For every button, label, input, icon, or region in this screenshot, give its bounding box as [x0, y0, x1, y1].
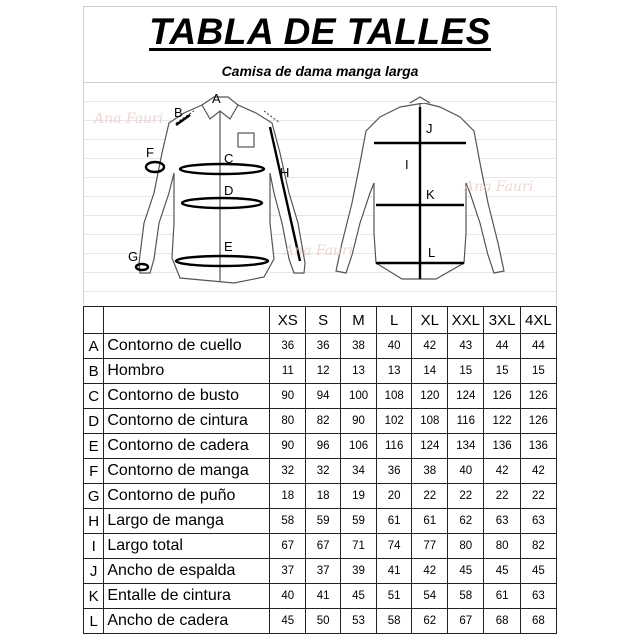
measure-value: 63 — [484, 509, 520, 534]
measure-value: 42 — [412, 334, 448, 359]
measure-value: 67 — [270, 534, 306, 559]
measure-value: 37 — [270, 559, 306, 584]
measure-value: 62 — [412, 609, 448, 634]
shirt-diagram — [84, 83, 558, 305]
measure-value: 37 — [306, 559, 341, 584]
measure-letter: C — [84, 384, 104, 409]
measure-value: 39 — [341, 559, 377, 584]
measure-value: 82 — [306, 409, 341, 434]
measure-label: Contorno de cadera — [104, 434, 270, 459]
measure-value: 42 — [412, 559, 448, 584]
label-f: F — [146, 145, 154, 160]
measure-value: 22 — [448, 484, 484, 509]
measure-label: Contorno de busto — [104, 384, 270, 409]
measure-value: 61 — [376, 509, 412, 534]
measure-value: 106 — [341, 434, 377, 459]
measure-value: 14 — [412, 359, 448, 384]
measure-value: 120 — [412, 384, 448, 409]
measure-value: 36 — [376, 459, 412, 484]
measure-value: 44 — [484, 334, 520, 359]
measure-value: 43 — [448, 334, 484, 359]
measure-value: 100 — [341, 384, 377, 409]
table-row — [84, 584, 557, 609]
measure-value: 38 — [341, 334, 377, 359]
measure-label: Ancho de espalda — [104, 559, 270, 584]
measure-letter: K — [84, 584, 104, 609]
measure-value: 68 — [484, 609, 520, 634]
measure-letter: J — [84, 559, 104, 584]
measure-letter: F — [84, 459, 104, 484]
size-header-row — [84, 307, 557, 334]
size-table-body — [84, 334, 557, 634]
measure-label: Entalle de cintura — [104, 584, 270, 609]
watermark-text-3: Ana Fauri — [284, 243, 354, 259]
measure-value: 15 — [448, 359, 484, 384]
table-row — [84, 509, 557, 534]
measure-value: 116 — [448, 409, 484, 434]
measure-value: 50 — [306, 609, 341, 634]
size-header: XS — [270, 307, 306, 334]
measure-value: 22 — [520, 484, 556, 509]
label-a: A — [212, 91, 221, 106]
watermark-text-2: Ana Fauri — [464, 179, 534, 195]
size-header: XXL — [448, 307, 484, 334]
measure-value: 45 — [484, 559, 520, 584]
measure-value: 36 — [306, 334, 341, 359]
measure-letter: G — [84, 484, 104, 509]
measure-value: 58 — [448, 584, 484, 609]
measure-value: 53 — [341, 609, 377, 634]
page-subtitle: Camisa de dama manga larga — [221, 63, 419, 79]
measure-value: 122 — [484, 409, 520, 434]
measure-value: 62 — [448, 509, 484, 534]
label-g: G — [128, 249, 139, 264]
label-l: L — [428, 245, 436, 260]
measure-value: 42 — [484, 459, 520, 484]
measure-value: 96 — [306, 434, 341, 459]
measure-value: 41 — [376, 559, 412, 584]
corner-label-cell — [104, 307, 270, 334]
measure-letter: I — [84, 534, 104, 559]
table-row — [84, 459, 557, 484]
measure-value: 94 — [306, 384, 341, 409]
label-e: E — [224, 239, 233, 254]
measure-value: 126 — [520, 409, 556, 434]
measure-value: 32 — [270, 459, 306, 484]
size-header: XL — [412, 307, 448, 334]
measure-value: 136 — [520, 434, 556, 459]
measure-letter: B — [84, 359, 104, 384]
measure-value: 108 — [376, 384, 412, 409]
watermark-text-1: Ana Fauri — [94, 111, 164, 127]
label-h: H — [280, 165, 290, 180]
measure-value: 34 — [341, 459, 377, 484]
measure-value: 136 — [484, 434, 520, 459]
measure-value: 61 — [412, 509, 448, 534]
measure-value: 63 — [520, 509, 556, 534]
measure-value: 15 — [484, 359, 520, 384]
measure-value: 12 — [306, 359, 341, 384]
measure-value: 40 — [448, 459, 484, 484]
size-table — [83, 306, 557, 634]
table-row — [84, 484, 557, 509]
measure-value: 67 — [306, 534, 341, 559]
size-header: M — [341, 307, 377, 334]
measure-label: Ancho de cadera — [104, 609, 270, 634]
measure-value: 59 — [341, 509, 377, 534]
measure-value: 51 — [376, 584, 412, 609]
size-header: 4XL — [520, 307, 556, 334]
measure-value: 19 — [341, 484, 377, 509]
measure-value: 90 — [270, 384, 306, 409]
table-row — [84, 434, 557, 459]
measure-value: 58 — [376, 609, 412, 634]
label-c: C — [224, 151, 234, 166]
measure-value: 11 — [270, 359, 306, 384]
measure-value: 45 — [448, 559, 484, 584]
table-row — [84, 409, 557, 434]
measure-value: 44 — [520, 334, 556, 359]
measure-label: Largo de manga — [104, 509, 270, 534]
measure-label: Contorno de cintura — [104, 409, 270, 434]
measure-value: 58 — [270, 509, 306, 534]
measure-value: 45 — [341, 584, 377, 609]
measure-value: 38 — [412, 459, 448, 484]
table-row — [84, 534, 557, 559]
measure-value: 82 — [520, 534, 556, 559]
measure-value: 126 — [484, 384, 520, 409]
measure-value: 22 — [484, 484, 520, 509]
label-b: B — [174, 105, 183, 120]
corner-cell — [84, 307, 104, 334]
measure-value: 18 — [270, 484, 306, 509]
table-row — [84, 334, 557, 359]
table-row — [84, 609, 557, 634]
table-row — [84, 359, 557, 384]
title-box — [83, 6, 557, 62]
measure-letter: D — [84, 409, 104, 434]
measure-value: 13 — [376, 359, 412, 384]
measure-letter: H — [84, 509, 104, 534]
measure-value: 40 — [376, 334, 412, 359]
measure-value: 15 — [520, 359, 556, 384]
table-row — [84, 384, 557, 409]
measure-label: Hombro — [104, 359, 270, 384]
size-header: S — [306, 307, 341, 334]
measure-letter: A — [84, 334, 104, 359]
measure-value: 90 — [270, 434, 306, 459]
page-title: TABLA DE TALLES — [149, 11, 491, 52]
measure-label: Contorno de manga — [104, 459, 270, 484]
garment-illustration — [83, 83, 557, 305]
measure-value: 124 — [412, 434, 448, 459]
measure-value: 77 — [412, 534, 448, 559]
measure-value: 80 — [484, 534, 520, 559]
table-row — [84, 559, 557, 584]
measure-letter: E — [84, 434, 104, 459]
measure-value: 124 — [448, 384, 484, 409]
measure-value: 67 — [448, 609, 484, 634]
measure-value: 41 — [306, 584, 341, 609]
measure-label: Contorno de cuello — [104, 334, 270, 359]
measure-value: 45 — [270, 609, 306, 634]
measure-value: 71 — [341, 534, 377, 559]
size-header: L — [376, 307, 412, 334]
measure-value: 134 — [448, 434, 484, 459]
label-j: J — [426, 121, 433, 136]
measure-value: 36 — [270, 334, 306, 359]
measure-value: 63 — [520, 584, 556, 609]
measure-value: 54 — [412, 584, 448, 609]
measure-value: 80 — [448, 534, 484, 559]
label-d: D — [224, 183, 234, 198]
measure-value: 32 — [306, 459, 341, 484]
measure-value: 22 — [412, 484, 448, 509]
measure-value: 20 — [376, 484, 412, 509]
measure-value: 90 — [341, 409, 377, 434]
size-header: 3XL — [484, 307, 520, 334]
measure-label: Largo total — [104, 534, 270, 559]
measure-value: 45 — [520, 559, 556, 584]
label-k: K — [426, 187, 435, 202]
measure-value: 116 — [376, 434, 412, 459]
measure-value: 61 — [484, 584, 520, 609]
subtitle-box — [83, 61, 557, 83]
measure-value: 59 — [306, 509, 341, 534]
measure-value: 80 — [270, 409, 306, 434]
measure-value: 108 — [412, 409, 448, 434]
label-i: I — [405, 157, 409, 172]
measure-value: 18 — [306, 484, 341, 509]
measure-label: Contorno de puño — [104, 484, 270, 509]
measure-value: 102 — [376, 409, 412, 434]
measure-value: 68 — [520, 609, 556, 634]
measure-value: 13 — [341, 359, 377, 384]
measure-value: 74 — [376, 534, 412, 559]
measure-value: 40 — [270, 584, 306, 609]
measure-letter: L — [84, 609, 104, 634]
measure-value: 42 — [520, 459, 556, 484]
measure-value: 126 — [520, 384, 556, 409]
